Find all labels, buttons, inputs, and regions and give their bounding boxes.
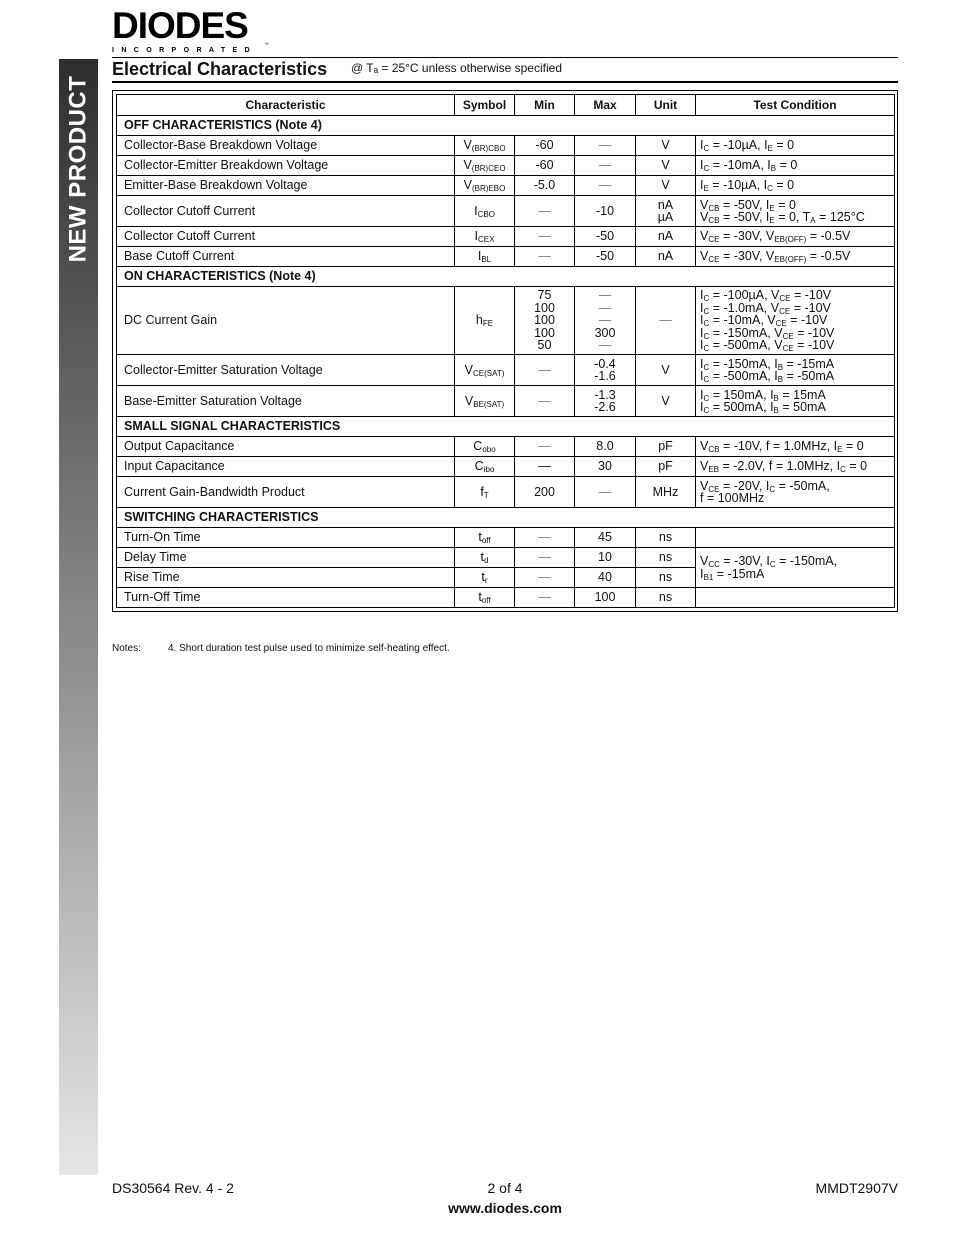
min-cell: —: [515, 247, 575, 267]
col-header-characteristic: Characteristic: [117, 95, 455, 116]
max-cell: —: [575, 136, 636, 156]
table-row: [117, 156, 895, 176]
max-cell: -0.4 -1.6: [575, 355, 636, 386]
section-row-off: [117, 116, 895, 136]
table-row: [117, 528, 895, 548]
unit-cell: ns: [636, 548, 696, 568]
test-condition-cell: $I_C = 150mA$, $I_B = 15mA$ $I_C = 500mA$, $I_B = 50mA$: [696, 386, 895, 417]
test-condition-cell: $I_C = -150mA$, $I_B = -15mA$ $I_C = -500mA$, $I_B = -50mA$: [696, 355, 895, 386]
unit-cell: ns: [636, 528, 696, 548]
col-header-symbol: Symbol: [455, 95, 515, 116]
max-cell: —: [575, 477, 636, 508]
min-cell: 200: [515, 477, 575, 508]
test-condition-cell: $V_{CE} = -30V$, $V_{EB(OFF)} = -0.5V$: [696, 227, 895, 247]
min-cell: —: [515, 227, 575, 247]
col-header-max: Max: [575, 95, 636, 116]
min-cell: -60: [515, 136, 575, 156]
unit-cell: pF: [636, 457, 696, 477]
max-cell: 45: [575, 528, 636, 548]
symbol-cell: $t_r$: [455, 568, 515, 588]
unit-cell: V: [636, 386, 696, 417]
characteristic-cell: DC Current Gain: [117, 287, 455, 355]
unit-cell: V: [636, 355, 696, 386]
footer-part-number: MMDT2907V: [815, 1180, 898, 1196]
max-cell: -10: [575, 196, 636, 227]
section-row-switching: [117, 508, 895, 528]
characteristic-cell: Collector-Emitter Saturation Voltage: [117, 355, 455, 386]
footer-website-link[interactable]: www.diodes.com: [448, 1200, 562, 1216]
max-cell: -50: [575, 227, 636, 247]
characteristic-cell: Collector-Emitter Breakdown Voltage: [117, 156, 455, 176]
table-row: [117, 355, 895, 386]
max-cell: 30: [575, 457, 636, 477]
characteristic-cell: Output Capacitance: [117, 437, 455, 457]
max-cell: 10: [575, 548, 636, 568]
test-condition-cell: $V_{CC} = -30V$, $I_C = -150mA$, $I_{B1} = -15mA$: [696, 548, 895, 588]
unit-cell: —: [636, 287, 696, 355]
symbol-cell: $C_{obo}$: [455, 437, 515, 457]
section-row-small-signal: [117, 417, 895, 437]
max-cell: — — — 300 —: [575, 287, 636, 355]
symbol-cell: $I_{CEX}$: [455, 227, 515, 247]
characteristic-cell: Collector Cutoff Current: [117, 196, 455, 227]
table-row: [117, 287, 895, 355]
table-header-row: [117, 95, 895, 116]
table-row: [117, 548, 895, 568]
symbol-cell: $t_d$: [455, 548, 515, 568]
test-condition-cell: $I_C = -100\mu A$, $V_{CE} = -10V$ $I_C = -1.0mA$, $V_{CE} = -10V$ $I_C = -10mA$, $V_{CE} = -10V$ $I_C = -150mA$, $V_{CE} = -10V$ $I_C = -500mA$, $V_{CE} = -10V$: [696, 287, 895, 355]
min-cell: 75 100 100 100 50: [515, 287, 575, 355]
max-cell: 40: [575, 568, 636, 588]
col-header-test-condition: Test Condition: [696, 95, 895, 116]
section-label-off: OFF CHARACTERISTICS (Note 4): [117, 116, 895, 136]
table-row: [117, 386, 895, 417]
table-row: [117, 588, 895, 608]
characteristic-cell: Current Gain-Bandwidth Product: [117, 477, 455, 508]
table-row: [117, 196, 895, 227]
col-header-min: Min: [515, 95, 575, 116]
test-condition-cell: $I_C = -10mA$, $I_B = 0$: [696, 156, 895, 176]
min-cell: —: [515, 196, 575, 227]
characteristic-cell: Delay Time: [117, 548, 455, 568]
symbol-cell: $I_{BL}$: [455, 247, 515, 267]
min-cell: —: [515, 588, 575, 608]
notes: [112, 643, 450, 654]
symbol-cell: $h_{FE}$: [455, 287, 515, 355]
max-cell: 8.0: [575, 437, 636, 457]
symbol-cell: $I_{CBO}$: [455, 196, 515, 227]
characteristic-cell: Emitter-Base Breakdown Voltage: [117, 176, 455, 196]
table-row: [117, 457, 895, 477]
min-cell: —: [515, 548, 575, 568]
footer-doc-number: DS30564 Rev. 4 - 2: [112, 1180, 234, 1196]
min-cell: —: [515, 528, 575, 548]
characteristic-cell: Rise Time: [117, 568, 455, 588]
min-cell: —: [515, 457, 575, 477]
symbol-cell: $V_{(BR)CBO}$: [455, 136, 515, 156]
test-condition-cell: $V_{CB} = -10V$, f = 1.0MHz, $I_E = 0$: [696, 437, 895, 457]
table-row: [117, 247, 895, 267]
test-condition-cell: [696, 588, 895, 608]
min-cell: -5.0: [515, 176, 575, 196]
symbol-cell: $V_{(BR)CEO}$: [455, 156, 515, 176]
symbol-cell: $t_{off}$: [455, 588, 515, 608]
symbol-cell: $f_T$: [455, 477, 515, 508]
min-cell: -60: [515, 156, 575, 176]
max-cell: —: [575, 156, 636, 176]
notes-heading: Notes:: [112, 643, 141, 654]
electrical-characteristics-table-frame: [112, 90, 898, 612]
unit-cell: MHz: [636, 477, 696, 508]
unit-cell: V: [636, 156, 696, 176]
test-condition-cell: $V_{CE} = -30V$, $V_{EB(OFF)} = -0.5V$: [696, 247, 895, 267]
test-condition-cell: $I_C = -10\mu A$, $I_E = 0$: [696, 136, 895, 156]
min-cell: —: [515, 437, 575, 457]
test-condition-cell: [696, 528, 895, 548]
characteristic-cell: Turn-On Time: [117, 528, 455, 548]
symbol-cell: $V_{(BR)EBO}$: [455, 176, 515, 196]
side-banner-label: NEW PRODUCT: [64, 75, 92, 263]
company-logo: [112, 5, 269, 55]
characteristic-cell: Input Capacitance: [117, 457, 455, 477]
section-title: Electrical Characteristics: [112, 59, 328, 79]
characteristic-cell: Collector-Base Breakdown Voltage: [117, 136, 455, 156]
unit-cell: V: [636, 176, 696, 196]
logo-trademark: ™: [264, 42, 269, 48]
footer-page-number: 2 of 4: [487, 1180, 523, 1196]
unit-cell: pF: [636, 437, 696, 457]
table-row: [117, 227, 895, 247]
header-rule-top: [112, 57, 898, 58]
logo-wordmark: DIODES: [112, 5, 248, 46]
section-condition: @ Tₐ = 25°C unless otherwise specified: [351, 61, 562, 75]
table-row: [117, 176, 895, 196]
table-row: [117, 437, 895, 457]
min-cell: —: [515, 568, 575, 588]
unit-cell: ns: [636, 568, 696, 588]
symbol-cell: $V_{BE(SAT)}$: [455, 386, 515, 417]
max-cell: -1.3 -2.6: [575, 386, 636, 417]
table-row: [117, 477, 895, 508]
test-condition-cell: $I_E = -10\mu A$, $I_C = 0$: [696, 176, 895, 196]
characteristic-cell: Collector Cutoff Current: [117, 227, 455, 247]
electrical-characteristics-table: [116, 94, 895, 608]
section-row-on: [117, 267, 895, 287]
characteristic-cell: Turn-Off Time: [117, 588, 455, 608]
side-banner-label-wrap: [59, 59, 98, 279]
section-label-on: ON CHARACTERISTICS (Note 4): [117, 267, 895, 287]
unit-cell: ns: [636, 588, 696, 608]
logo-subtitle: INCORPORATED: [112, 47, 258, 54]
symbol-cell: $t_{off}$: [455, 528, 515, 548]
section-label-switching: SWITCHING CHARACTERISTICS: [117, 508, 895, 528]
characteristic-cell: Base-Emitter Saturation Voltage: [117, 386, 455, 417]
min-cell: —: [515, 386, 575, 417]
unit-cell: nA: [636, 247, 696, 267]
col-header-unit: Unit: [636, 95, 696, 116]
section-label-small-signal: SMALL SIGNAL CHARACTERISTICS: [117, 417, 895, 437]
characteristic-cell: Base Cutoff Current: [117, 247, 455, 267]
unit-cell: nA: [636, 227, 696, 247]
table-row: [117, 136, 895, 156]
note-4-text: 4. Short duration test pulse used to minimize self-heating effect.: [168, 643, 450, 654]
unit-cell: V: [636, 136, 696, 156]
max-cell: —: [575, 176, 636, 196]
header-rule-bottom: [112, 81, 898, 83]
test-condition-cell: $V_{CB} = -50V$, $I_E = 0$ $V_{CB} = -50V$, $I_E = 0$, $T_A = 125^\circ C$: [696, 196, 895, 227]
test-condition-cell: $V_{CE} = -20V$, $I_C = -50mA$, f = 100MHz: [696, 477, 895, 508]
min-cell: —: [515, 355, 575, 386]
symbol-cell: $V_{CE(SAT)}$: [455, 355, 515, 386]
test-condition-cell: $V_{EB} = -2.0V$, f = 1.0MHz, $I_C = 0$: [696, 457, 895, 477]
unit-cell: nA µA: [636, 196, 696, 227]
symbol-cell: $C_{ibo}$: [455, 457, 515, 477]
max-cell: -50: [575, 247, 636, 267]
max-cell: 100: [575, 588, 636, 608]
